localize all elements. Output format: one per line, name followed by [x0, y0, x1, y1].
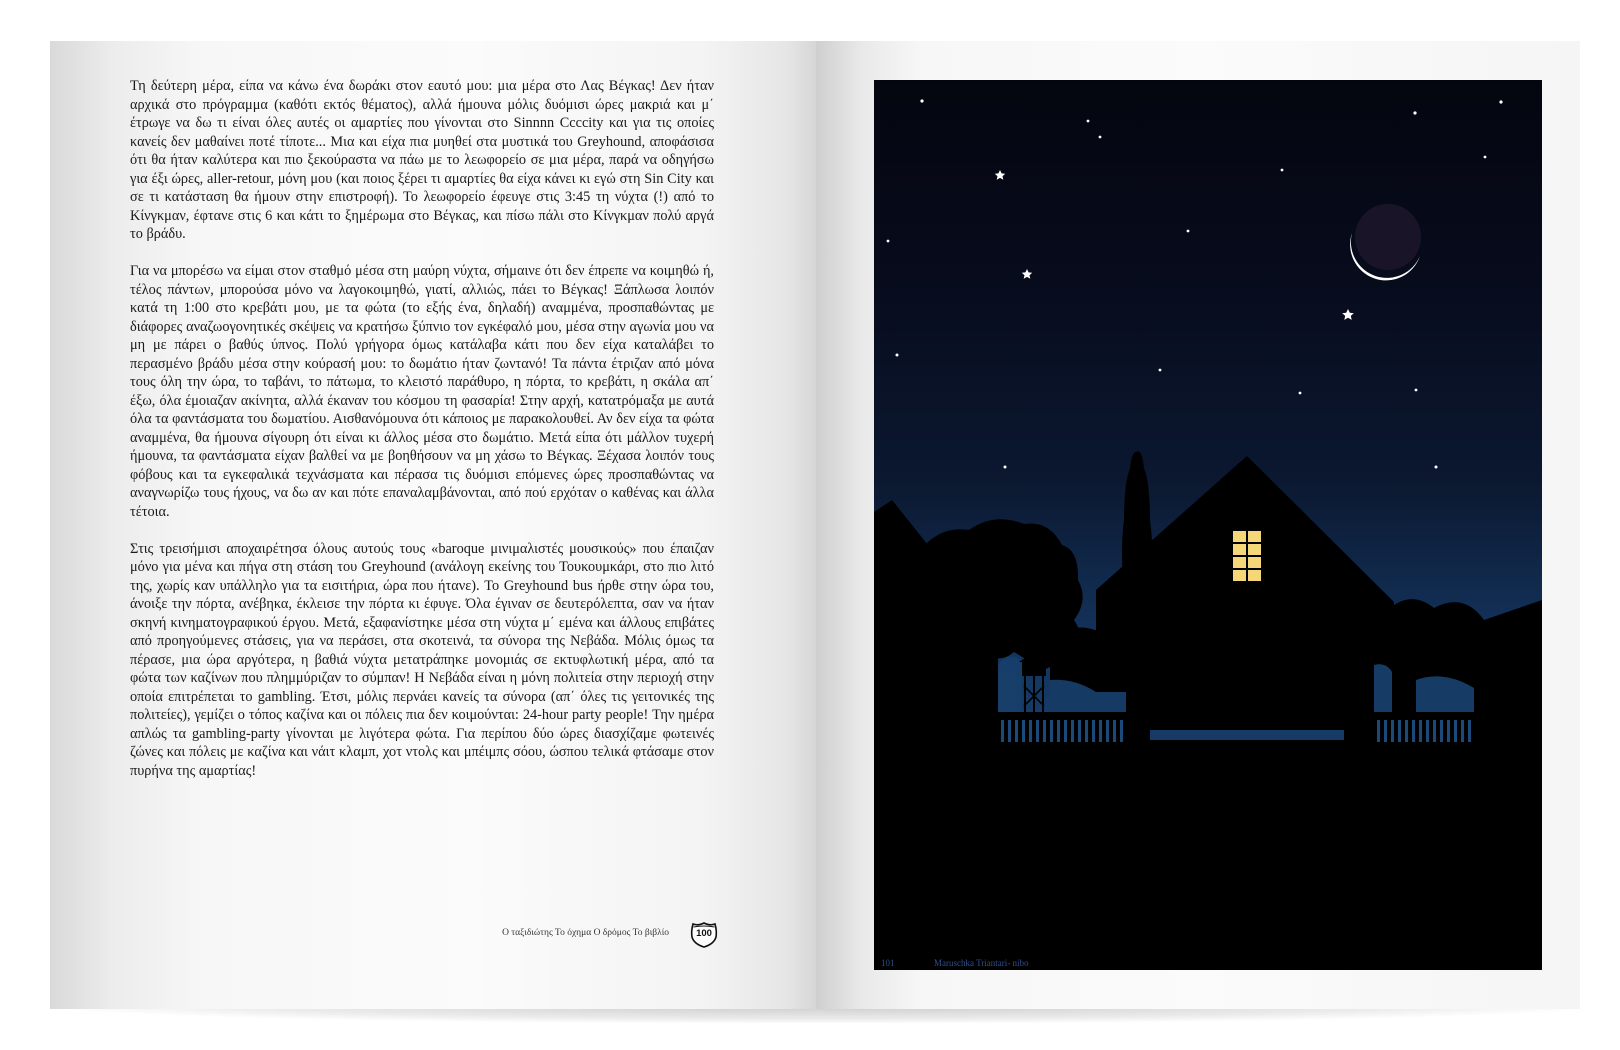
night-scene-svg: [874, 80, 1542, 970]
star: [1099, 136, 1102, 139]
left-page-footer: [50, 921, 816, 951]
page-number-right: 101: [881, 958, 895, 968]
star: [1187, 230, 1190, 233]
star: [1004, 466, 1007, 469]
paragraph-3: Στις τρεισήμισι αποχαιρέτησα όλους αυτούς τους «baroque μινιμαλιστές μουσικούς» που έπαιζαν μόνο για μένα και πήγα στη στάση του Greyhound (ανάλογη εκείνης του Τουκουμκάρι, στο πιο λιτό της, χωρίς καν υπάλληλο για τα εισιτήρια, ώρα που ήτανε). Το Greyhound bus ήρθε στην ώρα του, άνοιξε την πόρτα, ανέβηκα, έκλεισε την πόρτα κι έφυγε. Όλα έγιναν σε δευτερόλεπτα, σαν να ήταν σκηνή κινηματογραφικού έργου. Μετά, εξαφανίστηκε μέσα στη νύχτα μ΄ εμένα και άλλους επιβάτες από προηγούμενες στάσεις, για να περάσει, στα σκοτεινά, τα σύνορα της Νεβάδα. Μόλις όμως τα πέρασε, μια ώρα αργότερα, η βαθιά νύχτα μετατράπηκε μονομιάς σε εκτυφλωτική μέρα, από τα φώτα των καζίνων που πλημμύριζαν το σύμπαν! Η Νεβάδα είναι η μόνη πολιτεία στην περιοχή στην οποία επιτρέπεται το gambling. Έτσι, μόλις περνάει κανείς τα σύνορα (απ΄ όλες τις γειτονικές της πολιτείες), γεμίζει ο τόπος καζίνα και οι πόλεις πια δεν κοιμούνται: 24-hour party people! Την ημέρα απλώς τα gambling-party γίνονται με λιγότερα φώτα. Για περίπου δύο ώρες διασχίζαμε φωτεινές ζώνες και πόλεις με καζίνα και νάιτ κλαμπ, χοτ ντολς και μπέιμπς σόου, ώσπου τελικά φτάσαμε στον πυρήνα της αμαρτίας!: [130, 540, 714, 779]
star: [1484, 156, 1487, 159]
star: [1159, 369, 1162, 372]
picket-fence-right: [1372, 712, 1474, 750]
paragraph-2: Για να μπορέσω να είμαι στον σταθμό μέσα στη μαύρη νύχτα, σήμαινε ότι δεν έπρεπε να κοιμηθώ ή, τέλος πάντων, μπορούσα μόνο να λαγοκοιμηθώ, γιατί, αλλιώς, πάει το Βέγκας! Ξάπλωσα λοιπόν κατά τη 1:00 στο κρεβάτι μου, με τα φώτα (το εξής ένα, δηλαδή) αναμμένα, προσπαθώντας με διάφορες αναζωογονητικές σκέψεις να κρατήσω ξύπνιο τον εγκέφαλό μου, μέσα στην αγωνία μου να μη με πάρει ο βαθύς ύπνος. Πολύ γρήγορα όμως κατάλαβα κάτι που δεν είχα καταλάβει το περασμένο βράδυ μέσα στην κούρασή μου: το δωμάτιο ήταν ζωντανό! Τα πάντα έτριζαν από μόνα τους όλη την ώρα, το ταβάνι, το πάτωμα, το κλειστό παράθυρο, η πόρτα, το κρεβάτι, η σκάλα απ΄ έξω, όλα έμοιαζαν ακίνητα, αλλά έκαναν του κόσμου τη φασαρία! Στην αρχή, κατατρόμαξα με αυτά όλα τα φαντάσματα του δωματίου. Αισθανόμουνα ότι κάποιος με παρακολουθεί. Αν δεν είχα τα φώτα αναμμένα, θα ήμουνα σίγουρη ότι είναι κι άλλος μέσα στο δωμάτιο. Μετά είπα ότι μάλλον τυχερή ήμουνα, τα φαντάσματα είχαν βαλθεί να με βοηθήσουν να μη χάσω το Βέγκας. Ξέχασα λοιπόν τους φόβους και τα εγκεφαλικά τεχνάσματα και πέρασα τις δυόμισι επόμενες ώρες προσπαθώντας να αναγνωρίζω τους ήχους, να δω αν και πότε επαναλαμβάνονται, από πού ερχόταν ο καθένας και άλλα τέτοια.: [130, 263, 714, 520]
star: [1499, 100, 1502, 103]
page-number-left: 100: [696, 928, 712, 939]
star: [1299, 392, 1302, 395]
star: [896, 354, 899, 357]
lit-window: [1233, 531, 1261, 581]
route-shield-icon: [690, 921, 718, 948]
illustration-credit: Maruschka Triantari- nibo: [934, 958, 1029, 968]
star: [1087, 120, 1090, 123]
star: [887, 240, 890, 243]
paragraph-1: Τη δεύτερη μέρα, είπα να κάνω ένα δωράκι στον εαυτό μου: μια μέρα στο Λας Βέγκας! Δεν ήταν αρχικά στο πρόγραμμα (καθότι εκτός θέματος), αλλά ήμουνα μόλις δυόμισι ώρες μακριά και μ΄ έτρωγε να δω τι είναι όλες αυτές οι αμαρτίες που γίνονται στο Sinnnn Ccccity και για τις οποίες κανείς δεν μαθαίνει ποτέ τίποτε... Μια και είχα πια μυηθεί στα μυστικά του Greyhound, αποφάσισα ότι θα ήταν καλύτερα και πιο ξεκούραστα να πάω με το λεωφορείο σε μια μέρα, παρά να οδηγήσω για έξι ώρες, aller-retour, μόνη μου (και ποιος ξέρει τι αμαρτίες θα είχα κάνει κι εγώ στη Sin City και σε τι κατάσταση θα ήμουν στην επιστροφή). Το λεωφορείο έφευγε στις 3:45 τη νύχτα (!) από το Κίνγκμαν, έφτανε στις 6 και κάτι το ξημέρωμα στο Βέγκας, και πίσω πάλι στο Κίνγκμαν πολύ αργά το βράδυ.: [130, 78, 714, 242]
star: [1281, 169, 1284, 172]
star: [1415, 389, 1418, 392]
star: [920, 99, 923, 102]
star: [1435, 466, 1438, 469]
body-text: [130, 77, 714, 799]
star: [1413, 111, 1416, 114]
left-page: [50, 41, 816, 1009]
running-footer: Ο ταξιδιώτης Το όχημα Ο δρόμος Το βιβλίο: [502, 928, 669, 938]
night-house-illustration: [874, 80, 1542, 970]
